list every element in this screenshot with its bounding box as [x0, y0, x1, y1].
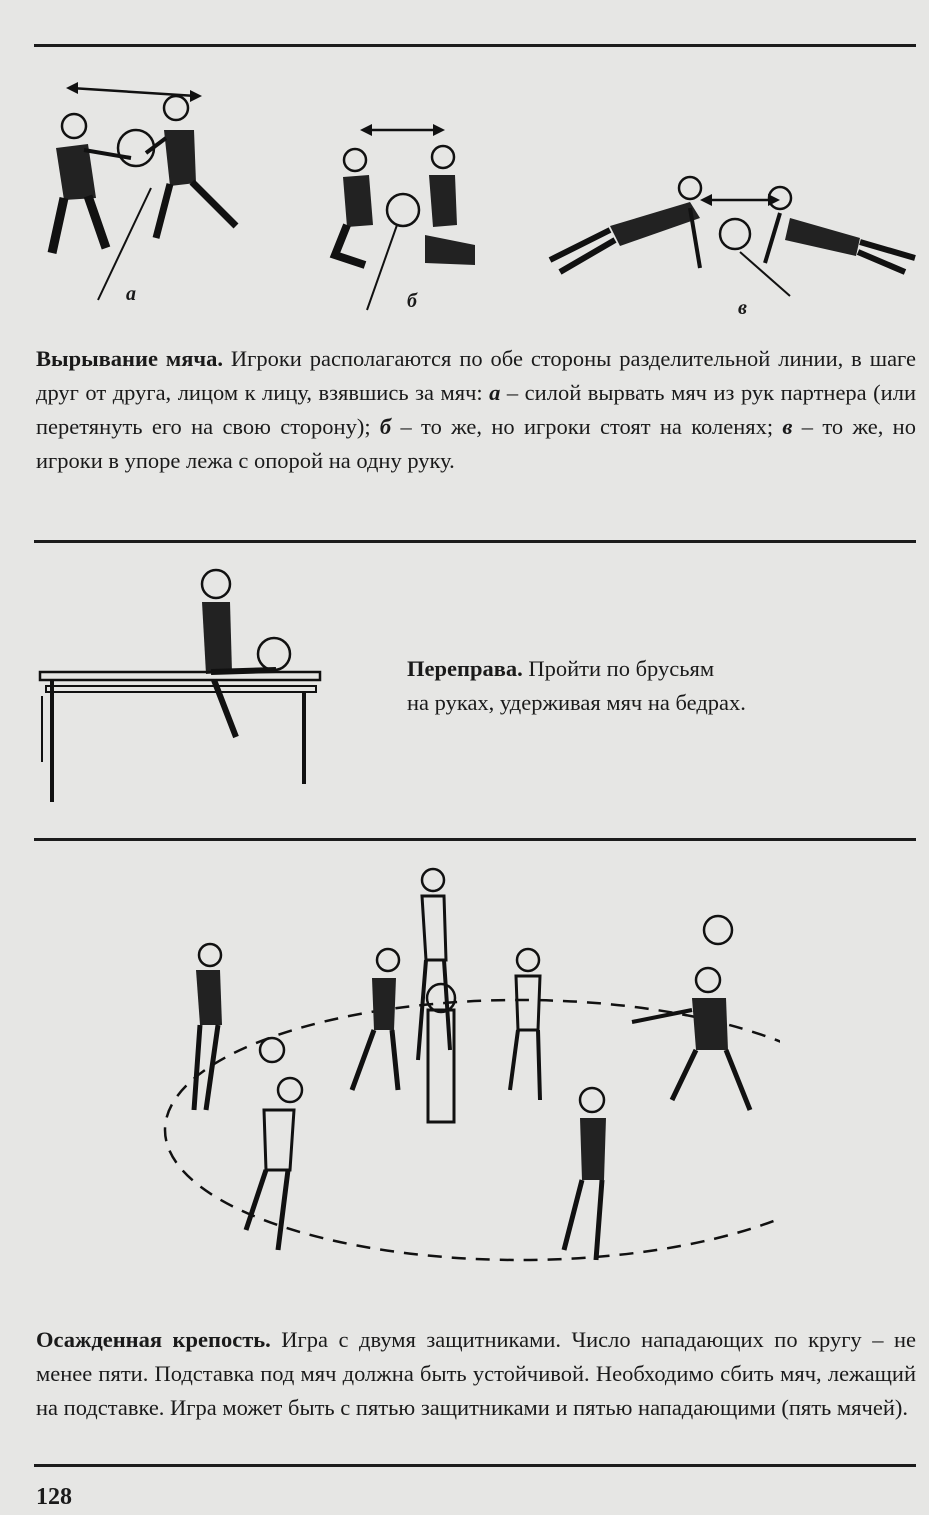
section2-line2: на руках, удерживая мяч на бедрах. [407, 690, 746, 715]
rule-after-section2 [34, 838, 916, 841]
section1-text-c: – то же, но игроки стоят на коленях; [391, 414, 783, 439]
figure-c-plank-tug [540, 168, 920, 298]
section2-title: Переправа. [407, 656, 523, 681]
figure-a-standing-tug [36, 78, 256, 308]
section3-paragraph [36, 1323, 916, 1425]
section2-line1: Пройти по брусьям [522, 656, 715, 681]
figure-besieged-fortress [160, 860, 780, 1280]
section3-title: Осажденная крепость. [36, 1327, 271, 1352]
bottom-rule [34, 1464, 916, 1467]
section1-label-b: б [379, 414, 392, 439]
section1-text-d: – то же, но игроки в упоре лежа с опорой на одну руку. [36, 414, 916, 473]
caption-a: а [126, 283, 136, 305]
caption-c: в [738, 297, 747, 319]
section1-text-a: Игроки располагаются по обе стороны разделительной линии, в шаге друг от друга, лицом к лицу, взявшись за мяч: [36, 346, 916, 405]
rule-after-section1 [34, 540, 916, 543]
section3-text: Игра с двумя защитниками. Число нападающих по кругу – не менее пяти. Подставка под мяч должна быть устойчивой. Необходимо сбить мяч, лежащий на подставке. Игра может быть с пятью защитниками и пятью нападающими (пять мячей). [36, 1327, 916, 1420]
caption-b: б [407, 290, 417, 312]
section1-paragraph [36, 342, 916, 478]
section1-title: Вырывание мяча. [36, 346, 223, 371]
figure-parallel-bars [36, 562, 326, 807]
page-number: 128 [36, 1484, 72, 1510]
section1-text-b: – силой вырвать мяч из рук партнера (или перетянуть его на свою сторону); [36, 380, 916, 439]
section2-paragraph [407, 652, 912, 720]
top-rule [34, 44, 916, 47]
section1-label-a: а [489, 380, 501, 405]
section1-label-c: в [782, 414, 793, 439]
figure-b-kneeling-tug [325, 115, 485, 315]
